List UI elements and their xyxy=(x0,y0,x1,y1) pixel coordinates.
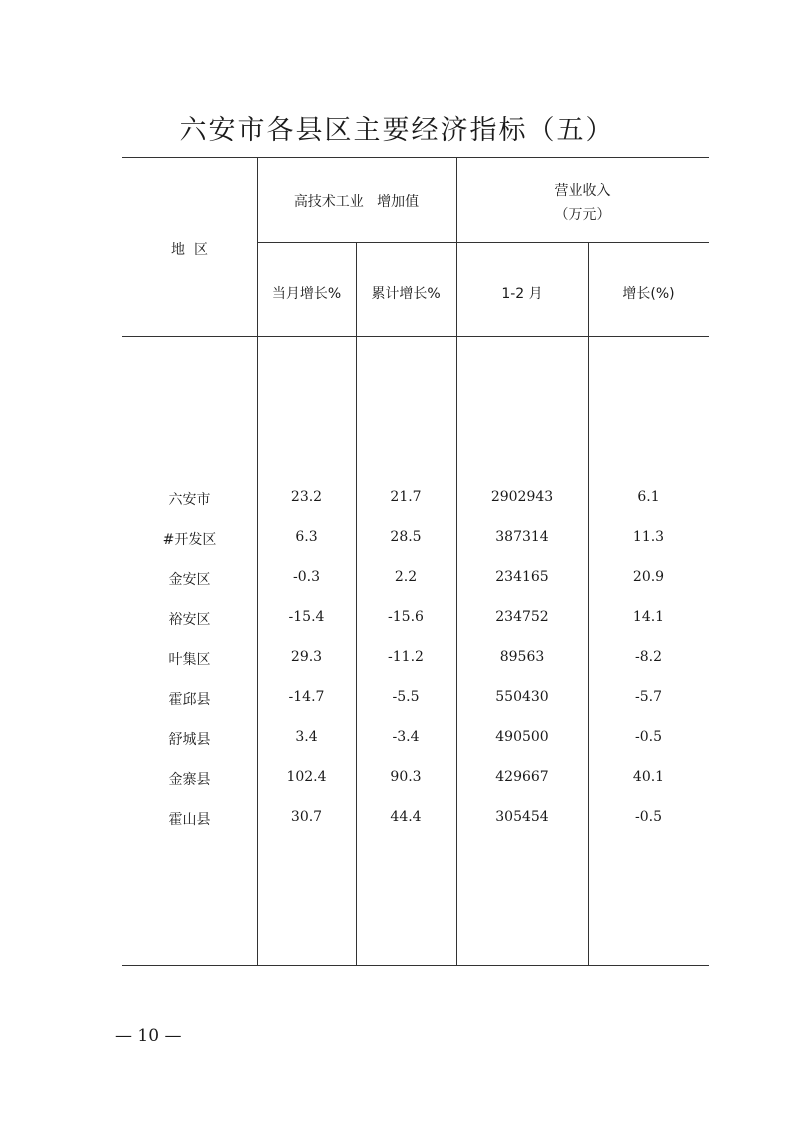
cell-cumulative-growth: -3.4 xyxy=(392,729,420,745)
cell-monthly-growth: 102.4 xyxy=(286,769,327,785)
cell-cumulative-growth: 44.4 xyxy=(390,809,422,825)
header-group-hightech: 高技术工业 增加值 xyxy=(293,194,420,210)
cell-revenue-growth: 14.1 xyxy=(632,609,665,625)
cell-monthly-growth: -0.3 xyxy=(293,569,320,585)
cell-monthly-growth: 30.7 xyxy=(290,809,323,825)
cell-monthly-growth: 3.4 xyxy=(295,729,318,745)
cell-revenue: 490500 xyxy=(495,729,549,745)
header-col-growth: 增长(%) xyxy=(622,286,675,302)
cell-revenue-growth: 6.1 xyxy=(637,489,660,505)
header-mid-rule xyxy=(257,242,709,243)
page-title: 六安市各县区主要经济指标（五） xyxy=(179,115,615,146)
table-top-rule xyxy=(122,157,709,158)
header-group-revenue-line1: 营业收入 xyxy=(554,183,611,199)
cell-monthly-growth: 6.3 xyxy=(295,529,318,545)
header-bottom-rule xyxy=(122,336,709,337)
cell-cumulative-growth: 28.5 xyxy=(390,529,422,545)
cell-cumulative-growth: -15.6 xyxy=(388,609,424,625)
cell-region: 金寨县 xyxy=(168,772,211,788)
cell-cumulative-growth: 90.3 xyxy=(390,769,422,785)
header-region: 地 区 xyxy=(171,242,208,258)
col-divider-2 xyxy=(356,242,357,966)
cell-region: 舒城县 xyxy=(168,732,211,748)
cell-cumulative-growth: -5.5 xyxy=(392,689,420,705)
cell-revenue-growth: -5.7 xyxy=(635,689,662,705)
cell-region: 霍邱县 xyxy=(168,692,211,708)
cell-revenue: 387314 xyxy=(495,529,549,545)
cell-revenue: 305454 xyxy=(495,809,549,825)
col-divider-3 xyxy=(456,157,457,966)
cell-region: 霍山县 xyxy=(168,812,211,828)
cell-revenue: 2902943 xyxy=(490,489,554,505)
col-divider-1 xyxy=(257,157,258,966)
cell-cumulative-growth: 2.2 xyxy=(394,569,418,585)
cell-region: 六安市 xyxy=(168,492,211,508)
cell-region: 叶集区 xyxy=(168,652,211,668)
cell-revenue-growth: 20.9 xyxy=(632,569,665,585)
header-col-cumulative-growth: 累计增长% xyxy=(371,286,441,302)
cell-region: 金安区 xyxy=(168,572,211,588)
header-group-revenue-line2: （万元） xyxy=(554,207,611,223)
cell-revenue-growth: -0.5 xyxy=(635,809,662,825)
cell-revenue-growth: -8.2 xyxy=(635,649,662,665)
cell-region: 裕安区 xyxy=(168,612,211,628)
header-col-period: 1-2 月 xyxy=(501,286,543,302)
cell-revenue: 234165 xyxy=(495,569,549,585)
cell-cumulative-growth: 21.7 xyxy=(390,489,422,505)
cell-revenue: 234752 xyxy=(495,609,549,625)
cell-revenue: 89563 xyxy=(499,649,545,665)
cell-monthly-growth: 23.2 xyxy=(290,489,323,505)
cell-cumulative-growth: -11.2 xyxy=(388,649,424,665)
col-divider-4 xyxy=(588,242,589,966)
cell-monthly-growth: -15.4 xyxy=(288,609,325,625)
cell-monthly-growth: -14.7 xyxy=(288,689,325,705)
cell-monthly-growth: 29.3 xyxy=(290,649,323,665)
page-number: — 10 — xyxy=(115,1026,182,1046)
cell-region: #开发区 xyxy=(162,532,217,548)
table-bottom-rule xyxy=(122,965,709,966)
cell-revenue-growth: -0.5 xyxy=(635,729,662,745)
header-col-monthly-growth: 当月增长% xyxy=(271,286,342,302)
cell-revenue: 429667 xyxy=(495,769,549,785)
cell-revenue-growth: 11.3 xyxy=(632,529,665,545)
cell-revenue-growth: 40.1 xyxy=(632,769,665,785)
cell-revenue: 550430 xyxy=(495,689,549,705)
